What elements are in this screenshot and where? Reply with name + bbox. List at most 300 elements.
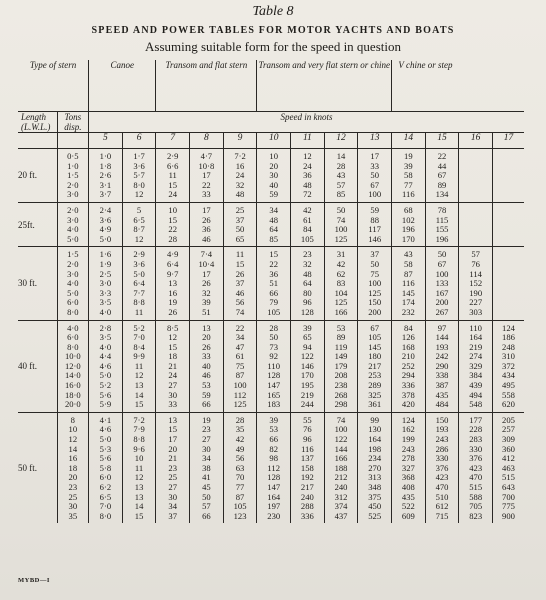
power-value: 1·9 [99, 258, 112, 269]
power-value: 83 [336, 278, 346, 289]
power-value: 5·0 [99, 233, 112, 244]
power-value: 65 [235, 233, 245, 244]
power-value: 14 [134, 389, 144, 400]
power-value: 15 [134, 399, 144, 410]
power-value: 484 [435, 399, 449, 410]
tons-value: 1·5 [67, 249, 79, 260]
power-value: 128 [267, 472, 281, 483]
power-value: 244 [300, 399, 314, 410]
power-value: 42 [235, 434, 245, 445]
power-value: 12 [134, 472, 144, 483]
power-value: 2·9 [133, 249, 145, 260]
power-value: 7·2 [133, 414, 145, 425]
tons-value: 20 [68, 472, 78, 483]
speed-power-cell [156, 247, 190, 320]
power-value: 4·7 [200, 151, 213, 161]
power-value: 609 [401, 510, 415, 521]
tons-value: 8·0 [67, 341, 79, 352]
power-value: 5·0 [99, 370, 112, 381]
power-value: 32 [235, 179, 245, 190]
power-value: 10·4 [198, 258, 215, 269]
speed-power-cell [257, 202, 291, 246]
power-value: 243 [435, 434, 449, 445]
power-value: 146 [300, 360, 314, 371]
power-value: 17 [168, 434, 178, 445]
power-value: 145 [401, 287, 415, 298]
power-value: 122 [334, 434, 348, 445]
power-value: 36 [303, 170, 312, 181]
power-value: 412 [502, 453, 515, 464]
speed-header-cell: 9 [223, 133, 257, 149]
type-of-stern-header: Type of stern [18, 60, 89, 112]
length-cell [18, 202, 57, 246]
power-value: 5·3 [99, 443, 112, 454]
speed-power-cell [291, 412, 325, 523]
power-value: 147 [267, 482, 281, 492]
power-value: 37 [235, 278, 245, 289]
power-value: 104 [334, 287, 348, 298]
power-value: 11 [134, 360, 144, 371]
power-value: 144 [334, 443, 348, 454]
power-value: 116 [402, 278, 415, 289]
power-value: 36 [269, 268, 279, 279]
speed-power-cell [392, 149, 426, 203]
power-value: 330 [469, 443, 483, 454]
speed-power-cell [459, 202, 493, 246]
power-value: 100 [233, 380, 247, 391]
speed-header-cell: 16 [459, 133, 493, 149]
power-value: 77 [404, 179, 413, 190]
power-value: 70 [235, 472, 245, 483]
length-group-row [18, 320, 524, 412]
power-value: 28 [336, 160, 346, 171]
power-value: 228 [469, 424, 483, 435]
tons-cell [57, 320, 89, 412]
power-value: 76 [303, 424, 312, 435]
power-value: 13 [134, 491, 144, 502]
power-value: 84 [303, 224, 312, 235]
power-value: 3·7 [99, 189, 112, 200]
speed-power-cell [291, 247, 325, 320]
power-value: 243 [401, 443, 415, 454]
power-value: 10 [269, 151, 279, 161]
power-value: 420 [401, 399, 415, 410]
length-label: 40 ft. [18, 361, 37, 372]
transom-very-flat-header: Transom and very flat stern or chine [257, 60, 392, 112]
power-value: 15 [168, 424, 178, 435]
power-value: 75 [235, 360, 245, 371]
power-value: 11 [235, 249, 245, 260]
power-value: 19 [202, 414, 211, 425]
power-value: 48 [303, 268, 312, 279]
power-value: 4·9 [99, 224, 112, 235]
power-value: 96 [303, 297, 312, 308]
speed-power-cell [324, 412, 358, 523]
power-value: 49 [235, 443, 245, 454]
power-value: 5·6 [99, 453, 112, 464]
length-label: 20 ft. [18, 170, 37, 181]
transom-flat-header: Transom and flat stern [156, 60, 257, 112]
power-value: 23 [202, 424, 211, 435]
power-value: 16 [168, 287, 178, 298]
speed-header-cell: 15 [425, 133, 459, 149]
power-value: 164 [368, 434, 382, 445]
power-value: 2·6 [99, 170, 112, 181]
power-value: 43 [404, 249, 413, 260]
power-value: 435 [435, 389, 449, 400]
power-value: 166 [334, 453, 348, 464]
power-value: 8·7 [133, 224, 145, 235]
power-value: 34 [168, 501, 178, 512]
power-value: 10·8 [198, 160, 215, 171]
power-value: 310 [502, 351, 515, 362]
power-value: 227 [469, 297, 483, 308]
power-value: 21 [168, 360, 178, 371]
power-value: 57 [336, 179, 346, 190]
power-value: 37 [370, 249, 379, 260]
power-value: 900 [502, 510, 515, 521]
power-value: 330 [435, 453, 449, 464]
speed-power-cell [122, 412, 156, 523]
power-value: 12 [168, 332, 178, 343]
power-value: 56 [235, 453, 245, 464]
power-value: 439 [469, 380, 483, 391]
power-value: 51 [269, 278, 279, 289]
power-value: 470 [435, 482, 449, 492]
power-value: 2·4 [99, 204, 112, 215]
power-value: 53 [336, 322, 346, 333]
power-value: 3·1 [99, 179, 112, 190]
power-value: 823 [469, 510, 483, 521]
power-value: 80 [303, 287, 312, 298]
power-value: 252 [401, 360, 415, 371]
power-value: 3·3 [99, 287, 112, 298]
power-value: 166 [334, 306, 348, 317]
power-value: 4·0 [99, 341, 112, 352]
speed-power-cell [156, 149, 190, 203]
speed-power-cell [459, 320, 493, 412]
power-value: 24 [235, 170, 245, 181]
speed-power-cell [257, 247, 291, 320]
speed-power-cell [493, 320, 525, 412]
speed-power-cell [392, 202, 426, 246]
power-value: 66 [202, 399, 211, 410]
power-value: 39 [404, 160, 413, 171]
power-value: 35 [235, 424, 245, 435]
power-value: 186 [502, 332, 515, 343]
power-value: 105 [300, 233, 314, 244]
power-value: 2·9 [166, 151, 179, 161]
power-value: 158 [300, 462, 314, 473]
power-value: 24 [168, 189, 178, 200]
power-value: 7·4 [200, 249, 213, 260]
power-value: 51 [202, 306, 211, 317]
tons-value: 1·0 [67, 160, 79, 171]
power-value: 125 [368, 287, 382, 298]
speed-power-cell [156, 412, 190, 523]
power-value: 115 [435, 214, 449, 225]
power-value: 375 [368, 491, 382, 502]
power-value: 75 [370, 268, 379, 279]
power-value: 217 [368, 360, 382, 371]
power-value: 5·2 [133, 322, 145, 333]
power-value: 5·8 [99, 462, 112, 473]
v-chine-header: V chine or step [392, 60, 459, 112]
power-value: 150 [368, 297, 382, 308]
speed-power-cell [459, 412, 493, 523]
power-value: 134 [435, 189, 449, 200]
power-value: 66 [269, 434, 279, 445]
power-value: 13 [134, 482, 144, 492]
power-value: 122 [300, 351, 314, 362]
power-value: 46 [202, 370, 211, 381]
power-value: 8·4 [133, 341, 145, 352]
power-value: 775 [502, 501, 515, 512]
power-value: 15 [168, 341, 178, 352]
tons-value: 6·0 [67, 297, 79, 308]
power-value: 278 [401, 453, 415, 464]
speed-power-cell [223, 247, 257, 320]
power-value: 28 [269, 322, 279, 333]
power-value: 57 [471, 249, 480, 260]
speed-power-cell [425, 149, 459, 203]
power-value: 64 [269, 224, 279, 235]
power-value: 22 [269, 258, 279, 269]
tons-value: 16·0 [64, 380, 81, 391]
power-value: 361 [368, 399, 382, 410]
speed-power-cell [257, 320, 291, 412]
power-value: 63 [235, 462, 245, 473]
power-value: 50 [202, 491, 211, 502]
speed-power-cell [493, 149, 525, 203]
power-value: 435 [401, 491, 415, 502]
power-value: 205 [502, 414, 515, 425]
speed-header-cell: 7 [156, 133, 190, 149]
power-value: 6·2 [99, 482, 112, 492]
speed-header-cell: 6 [122, 133, 156, 149]
power-value: 6·5 [133, 214, 145, 225]
power-value: 155 [435, 224, 449, 235]
length-group-row [18, 202, 524, 246]
power-value: 620 [502, 399, 515, 410]
power-value: 329 [469, 360, 483, 371]
speed-header-cell: 14 [392, 133, 426, 149]
canoe-header: Canoe [89, 60, 156, 112]
power-value: 82 [269, 443, 279, 454]
tons-value: 6·0 [67, 332, 79, 343]
power-value: 17 [202, 204, 211, 215]
power-value: 1·0 [99, 151, 112, 161]
power-value: 31 [336, 249, 346, 260]
tons-value: 12 [68, 434, 78, 445]
power-value: 5·7 [133, 170, 145, 181]
power-value: 50 [235, 224, 245, 235]
power-value: 5·0 [99, 434, 112, 445]
tons-value: 10 [68, 424, 78, 435]
tons-header: Tons disp. [57, 112, 89, 133]
power-value: 232 [401, 306, 415, 317]
power-value: 372 [502, 360, 515, 371]
power-value: 288 [300, 501, 314, 512]
power-value: 387 [435, 380, 449, 391]
power-value: 325 [368, 389, 382, 400]
power-value: 2·8 [99, 322, 112, 333]
power-value: 8·0 [133, 179, 145, 190]
power-value: 137 [300, 453, 314, 464]
power-value: 437 [334, 510, 348, 521]
power-value: 289 [368, 380, 382, 391]
power-value: 210 [401, 351, 415, 362]
speed-power-cell [291, 320, 325, 412]
power-value: 8·8 [133, 297, 145, 308]
power-value: 374 [334, 501, 348, 512]
power-value: 50 [269, 332, 279, 343]
power-value: 4·4 [99, 351, 112, 362]
power-value: 146 [368, 233, 382, 244]
tons-value: 12·0 [64, 360, 81, 371]
power-value: 55 [303, 414, 312, 425]
power-value: 48 [235, 189, 245, 200]
power-value: 26 [235, 268, 245, 279]
power-value: 9·7 [166, 268, 179, 279]
power-value: 97 [437, 322, 447, 333]
power-value: 515 [469, 482, 483, 492]
speed-power-cell [358, 202, 392, 246]
power-value: 283 [469, 434, 483, 445]
power-value: 66 [202, 510, 211, 521]
speed-header-cell: 10 [257, 133, 291, 149]
power-value: 99 [370, 414, 379, 425]
power-value: 217 [300, 482, 314, 492]
speed-power-cell [89, 412, 123, 523]
power-value: 164 [469, 332, 483, 343]
tons-value: 30 [68, 501, 78, 512]
power-value: 303 [469, 306, 483, 317]
power-value: 267 [435, 306, 449, 317]
speed-power-cell [425, 247, 459, 320]
power-value: 66 [269, 287, 279, 298]
power-value: 50 [370, 170, 379, 181]
power-value: 125 [334, 297, 348, 308]
power-value: 5·0 [133, 268, 145, 279]
power-value: 188 [334, 462, 348, 473]
power-value: 338 [435, 370, 449, 381]
power-value: 200 [435, 297, 449, 308]
power-value: 126 [401, 332, 415, 343]
power-value: 27 [168, 482, 178, 492]
power-value: 348 [368, 482, 382, 492]
power-value: 558 [502, 389, 515, 400]
power-value: 313 [368, 472, 382, 483]
power-value: 196 [401, 224, 415, 235]
power-value: 200 [368, 306, 382, 317]
tons-value: 5·0 [67, 287, 79, 298]
power-value: 197 [267, 501, 281, 512]
power-value: 21 [168, 453, 178, 464]
tons-cell [57, 412, 89, 523]
power-value: 515 [502, 472, 515, 483]
power-value: 6·6 [166, 160, 179, 171]
power-value: 193 [435, 424, 449, 435]
power-value: 450 [368, 501, 382, 512]
power-value: 28 [235, 414, 245, 425]
speed-power-cell [190, 149, 224, 203]
power-value: 219 [469, 341, 483, 352]
power-value: 4·0 [99, 306, 112, 317]
power-value: 125 [233, 399, 247, 410]
power-value: 85 [336, 189, 346, 200]
table-title: Table 8 [252, 4, 294, 19]
power-value: 30 [168, 389, 178, 400]
power-value: 195 [300, 380, 314, 391]
speed-power-cell [190, 412, 224, 523]
power-value: 116 [301, 443, 314, 454]
length-header: Length (L.W.L.) [18, 112, 57, 133]
power-value: 14 [336, 151, 346, 161]
power-value: 13 [168, 414, 178, 425]
power-value: 34 [235, 332, 245, 343]
power-value: 268 [334, 389, 348, 400]
power-value: 15 [134, 510, 144, 521]
power-value: 230 [267, 510, 281, 521]
power-value: 128 [300, 306, 314, 317]
speed-power-cell [324, 202, 358, 246]
power-value: 13 [168, 278, 178, 289]
power-value: 15 [168, 179, 178, 190]
speed-power-cell [324, 149, 358, 203]
power-value: 27 [168, 380, 178, 391]
power-value: 162 [401, 424, 415, 435]
length-label: 25ft. [18, 219, 35, 230]
power-value: 112 [233, 389, 247, 400]
power-value: 15 [168, 214, 178, 225]
power-value: 23 [168, 462, 178, 473]
power-value: 47 [235, 341, 245, 352]
table-body [18, 149, 524, 524]
tons-value: 3·0 [67, 189, 79, 200]
power-value: 22 [235, 322, 245, 333]
speed-power-cell [156, 320, 190, 412]
tons-value: 1·5 [67, 170, 79, 181]
power-value: 34 [202, 453, 211, 464]
speed-in-knots-header: Speed in knots [89, 112, 524, 133]
power-value: 5·9 [99, 399, 112, 410]
power-value: 5·2 [99, 380, 112, 391]
power-value: 33 [168, 399, 178, 410]
length-subheader [18, 133, 57, 149]
speed-power-cell [291, 149, 325, 203]
speed-power-cell [459, 247, 493, 320]
power-value: 174 [401, 297, 415, 308]
power-value: 18 [168, 351, 178, 362]
disp-subheader [57, 133, 89, 149]
power-value: 147 [267, 380, 281, 391]
power-value: 48 [269, 214, 279, 225]
length-group-row [18, 412, 524, 523]
tons-value: 5·0 [67, 233, 79, 244]
power-value: 128 [267, 370, 281, 381]
power-value: 495 [502, 380, 515, 391]
power-value: 9·9 [133, 351, 145, 362]
power-value: 6·4 [133, 278, 145, 289]
power-value: 39 [269, 414, 279, 425]
power-value: 3·6 [133, 258, 145, 269]
power-value: 170 [300, 370, 314, 381]
length-cell [18, 412, 57, 523]
power-value: 67 [437, 170, 447, 181]
power-value: 110 [267, 360, 280, 371]
speed-header-cell: 13 [358, 133, 392, 149]
